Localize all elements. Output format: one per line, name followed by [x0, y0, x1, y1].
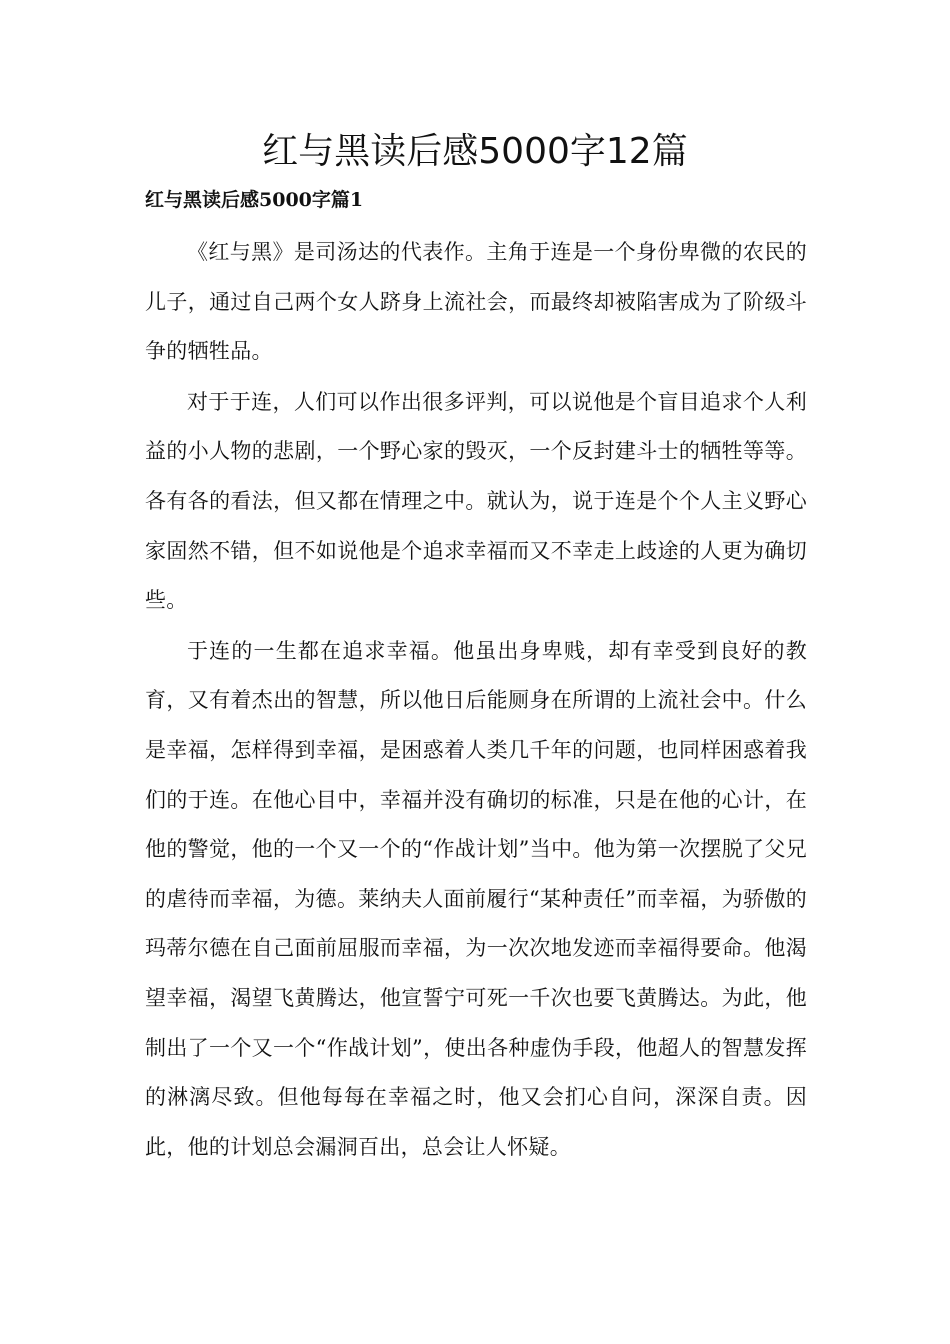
- paragraph-2: 对于于连，人们可以作出很多评判，可以说他是个盲目追求个人利益的小人物的悲剧，一个野心家的毁灭，一个反封建斗士的牺牲等等。各有各的看法，但又都在情理之中。就认为，说于连是个个人主义野心家固然不错，但不如说他是个追求幸福而又不幸走上歧途的人更为确切些。: [145, 389, 807, 613]
- paragraph-3: 于连的一生都在追求幸福。他虽出身卑贱，却有幸受到良好的教育，又有着杰出的智慧，所以他日后能厕身在所谓的上流社会中。什么是幸福，怎样得到幸福，是困惑着人类几千年的问题，也同样困惑着我们的于连。在他心目中，幸福并没有确切的标准，只是在他的心计，在他的警觉，他的一个又一个的“作战计划”当中。他为第一次摆脱了父兄的虐待而幸福，为德。莱纳夫人面前履行“某种责任”而幸福，为骄傲的玛蒂尔德在自己面前屈服而幸福，为一次次地发迹而幸福得要命。他渴望幸福，渴望飞黄腾达，他宣誓宁可死一千次也要飞黄腾达。为此，他制出了一个又一个“作战计划”，使出各种虚伪手段，他超人的智慧发挥的淋漓尽致。但他每每在幸福之时，他又会扪心自问，深深自责。因此，他的计划总会漏洞百出，总会让人怀疑。: [145, 638, 807, 1159]
- document-title: 红与黑读后感5000字12篇: [262, 131, 688, 172]
- section-heading: 红与黑读后感5000字篇1: [145, 189, 364, 211]
- document-body: [145, 228, 807, 1173]
- paragraph-1: 《红与黑》是司汤达的代表作。主角于连是一个身份卑微的农民的儿子，通过自己两个女人跻身上流社会，而最终却被陷害成为了阶级斗争的牺牲品。: [145, 240, 807, 364]
